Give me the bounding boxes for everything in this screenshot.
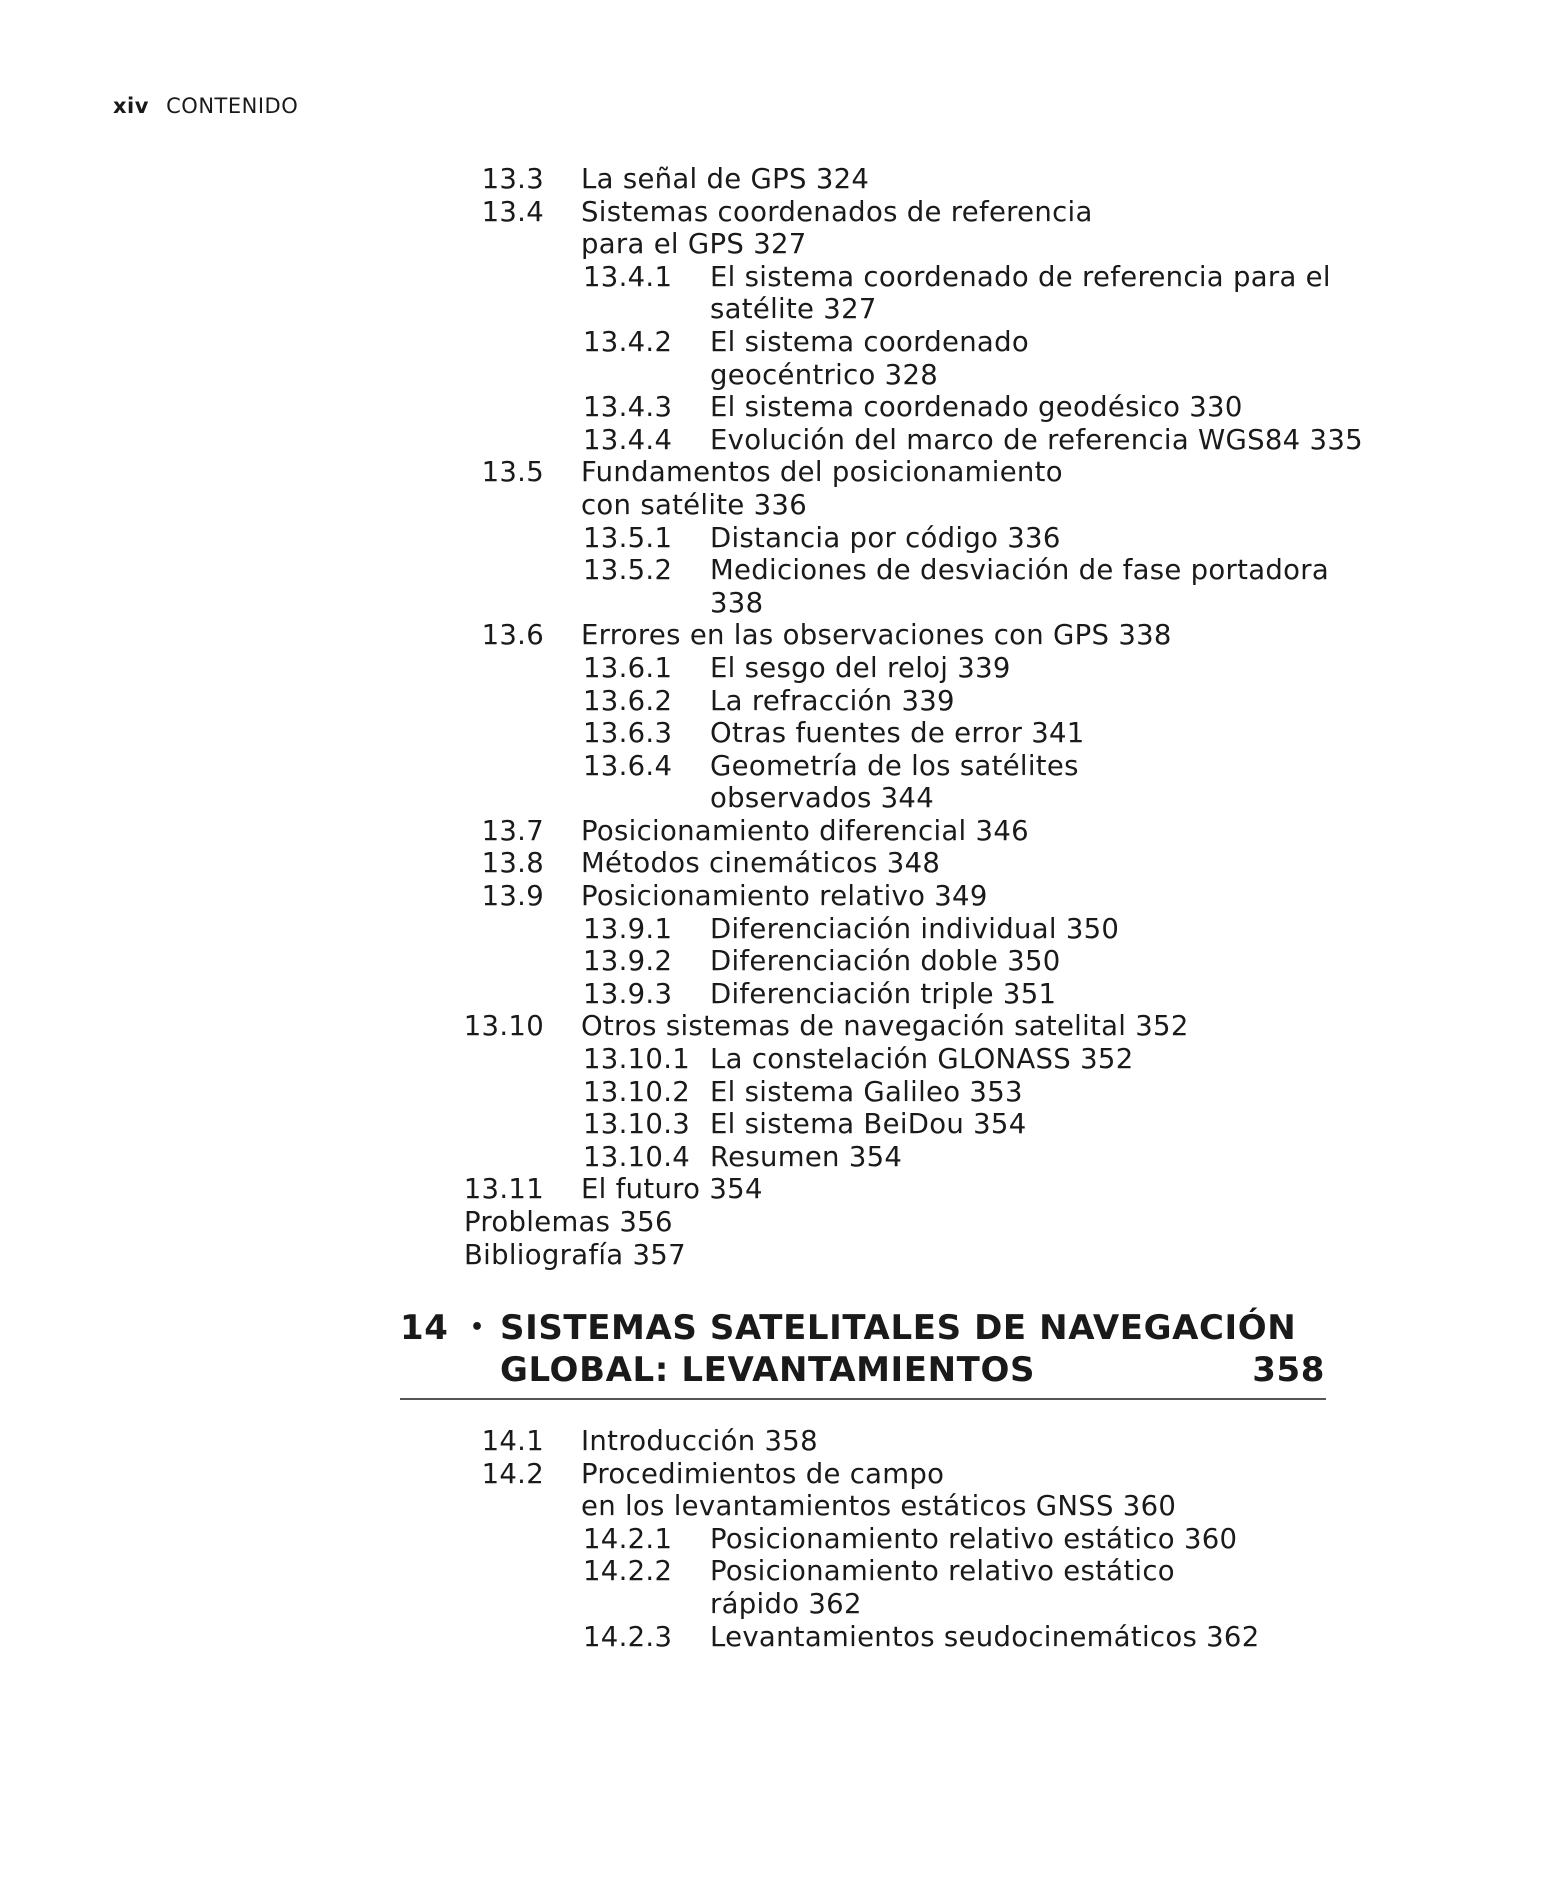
toc-entry-number: 14.2 [481,1457,544,1490]
toc-entry [0,1425,1548,1458]
toc-entry-text: Posicionamiento relativo 349 [581,880,988,913]
toc-entry-text: Mediciones de desviación de fase portadora [710,554,1329,587]
toc-entry-text: Posicionamiento relativo estático [710,1555,1175,1588]
toc-entry [0,1076,1548,1109]
toc-entry-text: La señal de GPS 324 [581,163,870,195]
toc-entry-text: El sistema Galileo 353 [710,1075,1023,1108]
toc-entry-number: 13.9.1 [583,912,673,945]
toc-entry-text: para el GPS 327 [581,228,807,261]
toc-entry [0,685,1548,718]
toc-entry-text: El futuro 354 [581,1173,763,1206]
toc-entry [0,1173,1548,1206]
toc-entry-number: 13.6.1 [583,651,673,684]
toc-entry-number: 13.10.3 [583,1108,691,1141]
toc-entry [0,815,1548,848]
toc-entry-text: Bibliografía 357 [464,1238,686,1271]
toc-entry-text: Errores en las observaciones con GPS 338 [581,619,1172,652]
toc-entry-text: observados 344 [710,782,934,815]
toc-entry-text: Geometría de los satélites [710,749,1079,782]
toc-entry [0,359,1548,392]
toc-entry [0,489,1548,522]
toc-entry [0,750,1548,783]
chapter-number: 14 [400,1308,449,1348]
toc-entry-number: 13.6.2 [583,684,673,717]
toc-entry-text: El sistema coordenado [710,325,1029,358]
chapter-page: 358 [1252,1350,1325,1390]
toc-entry-number: 14.2.3 [583,1620,673,1653]
toc-entry [0,1141,1548,1174]
toc-entry-text: Levantamientos seudocinemáticos 362 [710,1620,1260,1653]
toc-entry-text: 338 [710,586,764,619]
toc-entry-text: Introducción 358 [581,1425,818,1457]
toc-entry [0,228,1548,261]
toc-entry-text: Métodos cinemáticos 348 [581,847,941,880]
toc-entry-text: Distancia por código 336 [710,521,1061,554]
toc-list-chapter-13 [0,163,1548,1271]
toc-entry-text: Fundamentos del posicionamiento [581,456,1063,489]
toc-entry-text: Posicionamiento diferencial 346 [581,814,1029,847]
toc-entry [0,880,1548,913]
toc-entry-text: Problemas 356 [464,1206,673,1238]
toc-entry [0,261,1548,294]
toc-entry [0,1206,1548,1239]
toc-entry-number: 13.4.2 [583,325,673,358]
toc-entry [0,717,1548,750]
toc-entry-text: Otros sistemas de navegación satelital 352 [581,1010,1189,1043]
toc-entry-number: 13.9.3 [583,977,673,1010]
chapter-title-line2: GLOBAL: LEVANTAMIENTOS [500,1350,1036,1390]
toc-entry [0,554,1548,587]
toc-entry [0,978,1548,1011]
toc-entry-text: El sistema coordenado de referencia para el [710,260,1331,293]
toc-entry [0,1490,1548,1523]
chapter-title-line1: SISTEMAS SATELITALES DE NAVEGACIÓN [500,1308,1297,1348]
page-number: xiv [113,94,149,118]
toc-entry [0,326,1548,359]
toc-entry-text: Evolución del marco de referencia WGS84 335 [710,423,1363,456]
chapter-divider [400,1398,1326,1400]
toc-list-chapter-14 [0,1425,1548,1653]
toc-entry-number: 13.6.3 [583,717,673,750]
running-head [113,94,298,118]
toc-entry [0,1555,1548,1588]
toc-entry-number: 13.3 [481,163,544,195]
toc-entry [0,847,1548,880]
toc-entry-number: 13.5.1 [583,521,673,554]
toc-entry-text: El sistema coordenado geodésico 330 [710,391,1243,424]
toc-entry [0,945,1548,978]
toc-entry-number: 13.8 [481,847,544,880]
toc-entry [0,1108,1548,1141]
toc-entry-text: Procedimientos de campo [581,1457,945,1490]
toc-entry [0,619,1548,652]
toc-entry [0,424,1548,457]
toc-entry [0,1588,1548,1621]
toc-entry-text: Otras fuentes de error 341 [710,717,1085,750]
toc-entry-text: La constelación GLONASS 352 [710,1043,1134,1076]
toc-entry-text: Sistemas coordenados de referencia [581,195,1093,228]
toc-entry-text: El sistema BeiDou 354 [710,1108,1027,1141]
toc-entry-number: 13.4.4 [583,423,673,456]
toc-entry-number: 14.1 [481,1425,544,1457]
toc-entry [0,913,1548,946]
toc-entry-text: Posicionamiento relativo estático 360 [710,1522,1238,1555]
toc-entry [0,163,1548,196]
toc-entry-number: 13.10.2 [583,1075,691,1108]
toc-entry [0,782,1548,815]
toc-entry-number: 13.4.1 [583,260,673,293]
toc-entry-text: satélite 327 [710,293,877,326]
toc-entry [0,196,1548,229]
toc-entry-text: en los levantamientos estáticos GNSS 360 [581,1490,1177,1523]
toc-entry-text: Resumen 354 [710,1140,903,1173]
toc-entry-number: 13.9 [481,880,544,913]
toc-entry-number: 14.2.1 [583,1522,673,1555]
toc-entry [0,587,1548,620]
toc-entry [0,1043,1548,1076]
toc-entry-text: con satélite 336 [581,488,808,521]
toc-entry [0,1458,1548,1491]
toc-entry-number: 13.10.1 [583,1043,691,1076]
toc-entry-number: 13.4 [481,195,544,228]
toc-entry-text: El sesgo del reloj 339 [710,651,1011,684]
toc-entry [0,1523,1548,1556]
toc-entry-text: geocéntrico 328 [710,358,939,391]
toc-entry-number: 13.10 [463,1010,544,1043]
toc-entry [0,456,1548,489]
toc-entry [0,1621,1548,1654]
toc-entry [0,293,1548,326]
toc-entry [0,1239,1548,1272]
section-name: CONTENIDO [166,94,299,118]
toc-entry-number: 13.10.4 [583,1140,691,1173]
toc-entry-text: La refracción 339 [710,684,955,717]
toc-entry-number: 13.5 [481,456,544,489]
toc-entry-text: Diferenciación triple 351 [710,977,1057,1010]
toc-entry-text: Diferenciación doble 350 [710,945,1061,978]
bullet-icon: • [470,1315,485,1340]
toc-entry-number: 14.2.2 [583,1555,673,1588]
toc-entry [0,391,1548,424]
toc-entry-number: 13.11 [463,1173,544,1206]
toc-entry-number: 13.9.2 [583,945,673,978]
toc-entry-number: 13.5.2 [583,554,673,587]
toc-entry [0,1010,1548,1043]
toc-entry-number: 13.6.4 [583,749,673,782]
toc-entry-text: rápido 362 [710,1587,862,1620]
toc-entry [0,522,1548,555]
toc-entry-text: Diferenciación individual 350 [710,912,1120,945]
toc-entry-number: 13.7 [481,814,544,847]
toc-entry-number: 13.6 [481,619,544,652]
toc-entry-number: 13.4.3 [583,391,673,424]
toc-entry [0,652,1548,685]
